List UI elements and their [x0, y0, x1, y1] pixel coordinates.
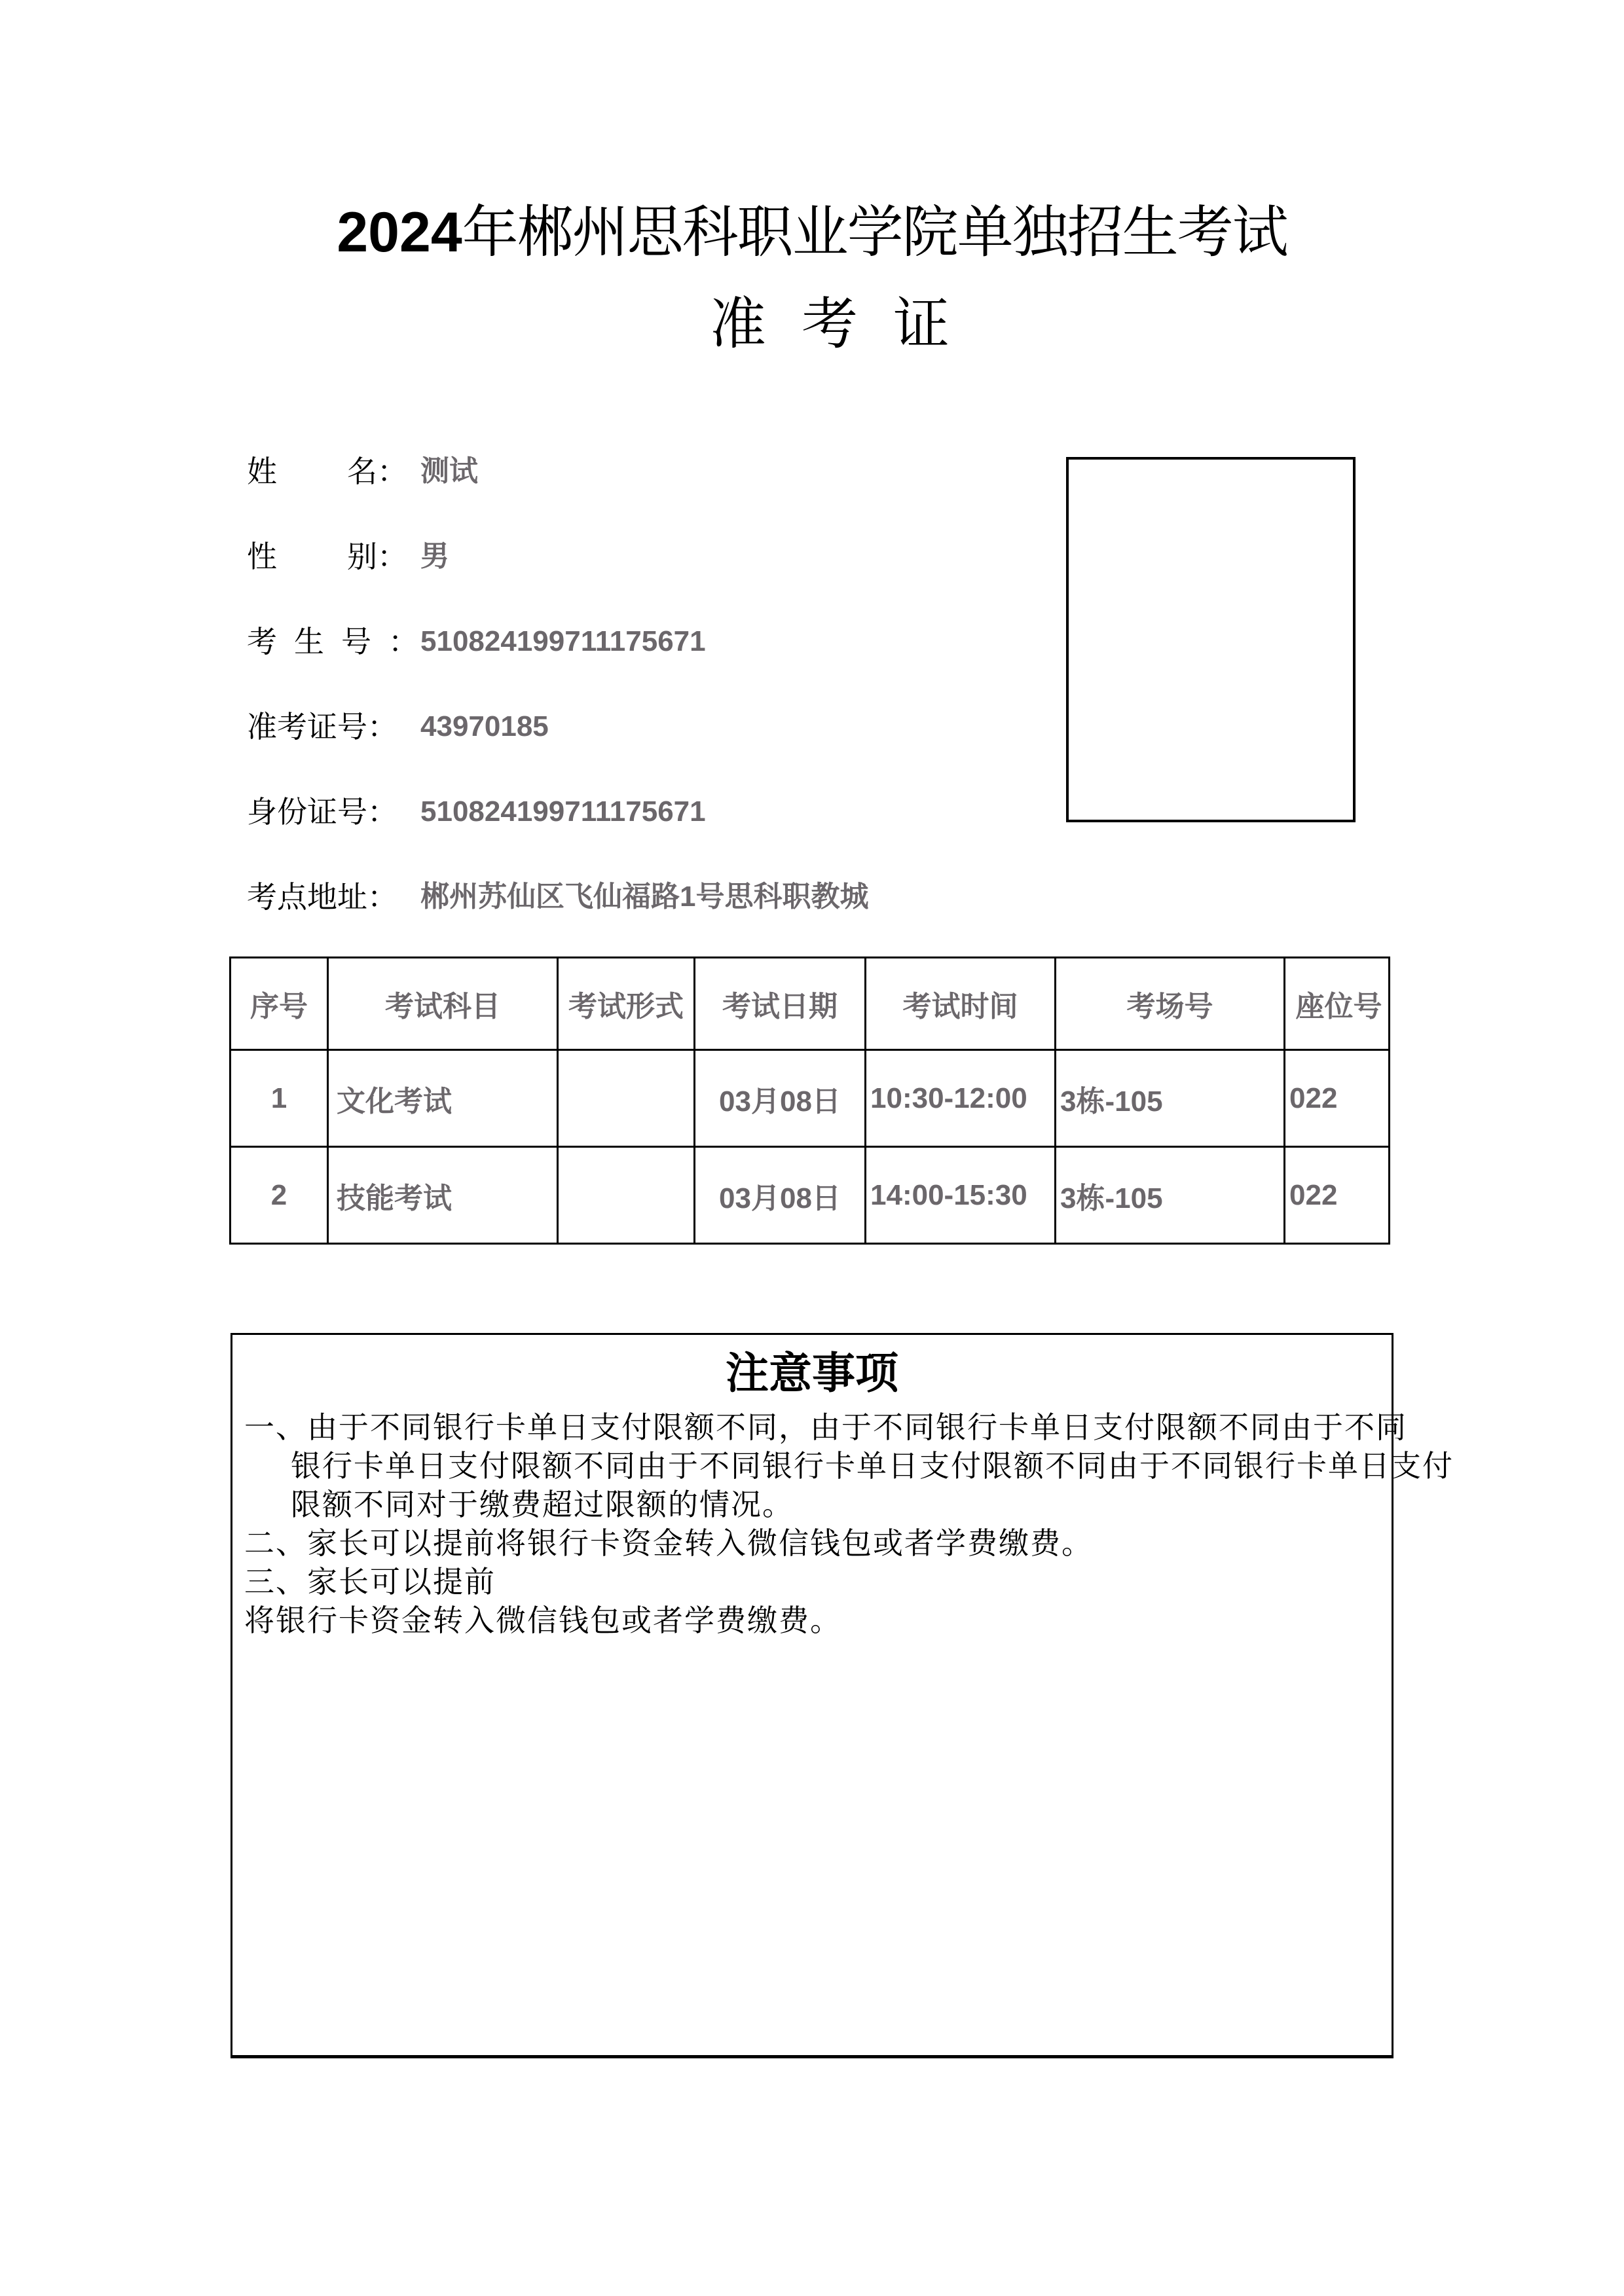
table-row	[231, 1050, 1390, 1147]
table-header-row	[231, 958, 1390, 1050]
header-time: 考试时间	[866, 958, 1056, 1050]
cell-seat: 022	[1285, 1050, 1390, 1147]
candidate-no-label-colon: ：	[388, 624, 418, 659]
cell-form	[558, 1050, 695, 1147]
gender-label-second: 别	[347, 539, 377, 574]
cell-room: 3栋-105	[1056, 1050, 1285, 1147]
name-value: 测试	[420, 455, 478, 487]
header-room: 考场号	[1056, 958, 1285, 1050]
candidate-no-label	[247, 622, 418, 661]
header-form: 考试形式	[558, 958, 695, 1050]
gender-label-colon: ：	[377, 539, 407, 574]
table-row	[231, 1147, 1390, 1244]
cell-time: 14:00-15:30	[866, 1147, 1056, 1244]
document-subtitle: 准考证	[710, 291, 985, 357]
photo-placeholder	[1066, 457, 1356, 822]
venue-label-colon: ：	[367, 879, 397, 915]
cell-subject: 技能考试	[328, 1147, 558, 1244]
header-date: 考试日期	[695, 958, 866, 1050]
cell-room: 3栋-105	[1056, 1147, 1285, 1244]
notice-line: 三、家长可以提前	[244, 1564, 496, 1599]
admission-no-label-text: 准考证号	[247, 709, 367, 744]
header-no: 序号	[231, 958, 328, 1050]
title-year: 2024	[337, 201, 462, 264]
gender-label	[247, 537, 407, 576]
name-label-colon: ：	[377, 454, 407, 489]
venue-value: 郴州苏仙区飞仙福路1号思科职教城	[420, 881, 869, 913]
notice-line: 二、家长可以提前将银行卡资金转入微信钱包或者学费缴费。	[244, 1525, 1093, 1561]
candidate-no-value: 510824199711175671	[420, 625, 706, 657]
cell-no: 2	[231, 1147, 328, 1244]
cell-seat: 022	[1285, 1147, 1390, 1244]
name-label-first: 姓	[247, 454, 277, 489]
notice-line: 一、由于不同银行卡单日支付限额不同，由于不同银行卡单日支付限额不同由于不同	[244, 1410, 1407, 1445]
admission-no-label	[247, 707, 397, 746]
cell-form	[558, 1147, 695, 1244]
notice-box	[231, 1333, 1454, 2058]
id-no-value: 510824199711175671	[420, 795, 706, 828]
candidate-no-label-text: 考生号	[247, 624, 388, 659]
header-seat: 座位号	[1285, 958, 1390, 1050]
admission-no-label-colon: ：	[367, 709, 397, 744]
notice-line: 限额不同对于缴费超过限额的情况。	[291, 1487, 794, 1522]
gender-label-first: 性	[247, 539, 277, 574]
header-subject: 考试科目	[328, 958, 558, 1050]
cell-date: 03月08日	[695, 1147, 866, 1244]
gender-value: 男	[420, 540, 449, 572]
notice-list	[244, 1408, 1454, 1640]
cell-no: 1	[231, 1050, 328, 1147]
venue-label	[247, 877, 397, 917]
name-label	[247, 452, 407, 491]
cell-time: 10:30-12:00	[866, 1050, 1056, 1147]
id-no-label-colon: ：	[367, 794, 397, 829]
notice-line: 将银行卡资金转入微信钱包或者学费缴费。	[244, 1603, 841, 1638]
cell-subject: 文化考试	[328, 1050, 558, 1147]
admission-no-value: 43970185	[420, 710, 549, 742]
name-label-second: 名	[347, 454, 377, 489]
id-no-label	[247, 792, 397, 831]
exam-schedule-table	[229, 957, 1390, 1245]
title-text: 年郴州思科职业学院单独招生考试	[462, 200, 1287, 265]
cell-date: 03月08日	[695, 1050, 866, 1147]
notice-title: 注意事项	[726, 1347, 898, 1398]
venue-label-text: 考点地址	[247, 879, 367, 915]
id-no-label-text: 身份证号	[247, 794, 367, 829]
notice-line: 银行卡单日支付限额不同由于不同银行卡单日支付限额不同由于不同银行卡单日支付	[291, 1448, 1454, 1484]
document-title	[0, 196, 1624, 268]
